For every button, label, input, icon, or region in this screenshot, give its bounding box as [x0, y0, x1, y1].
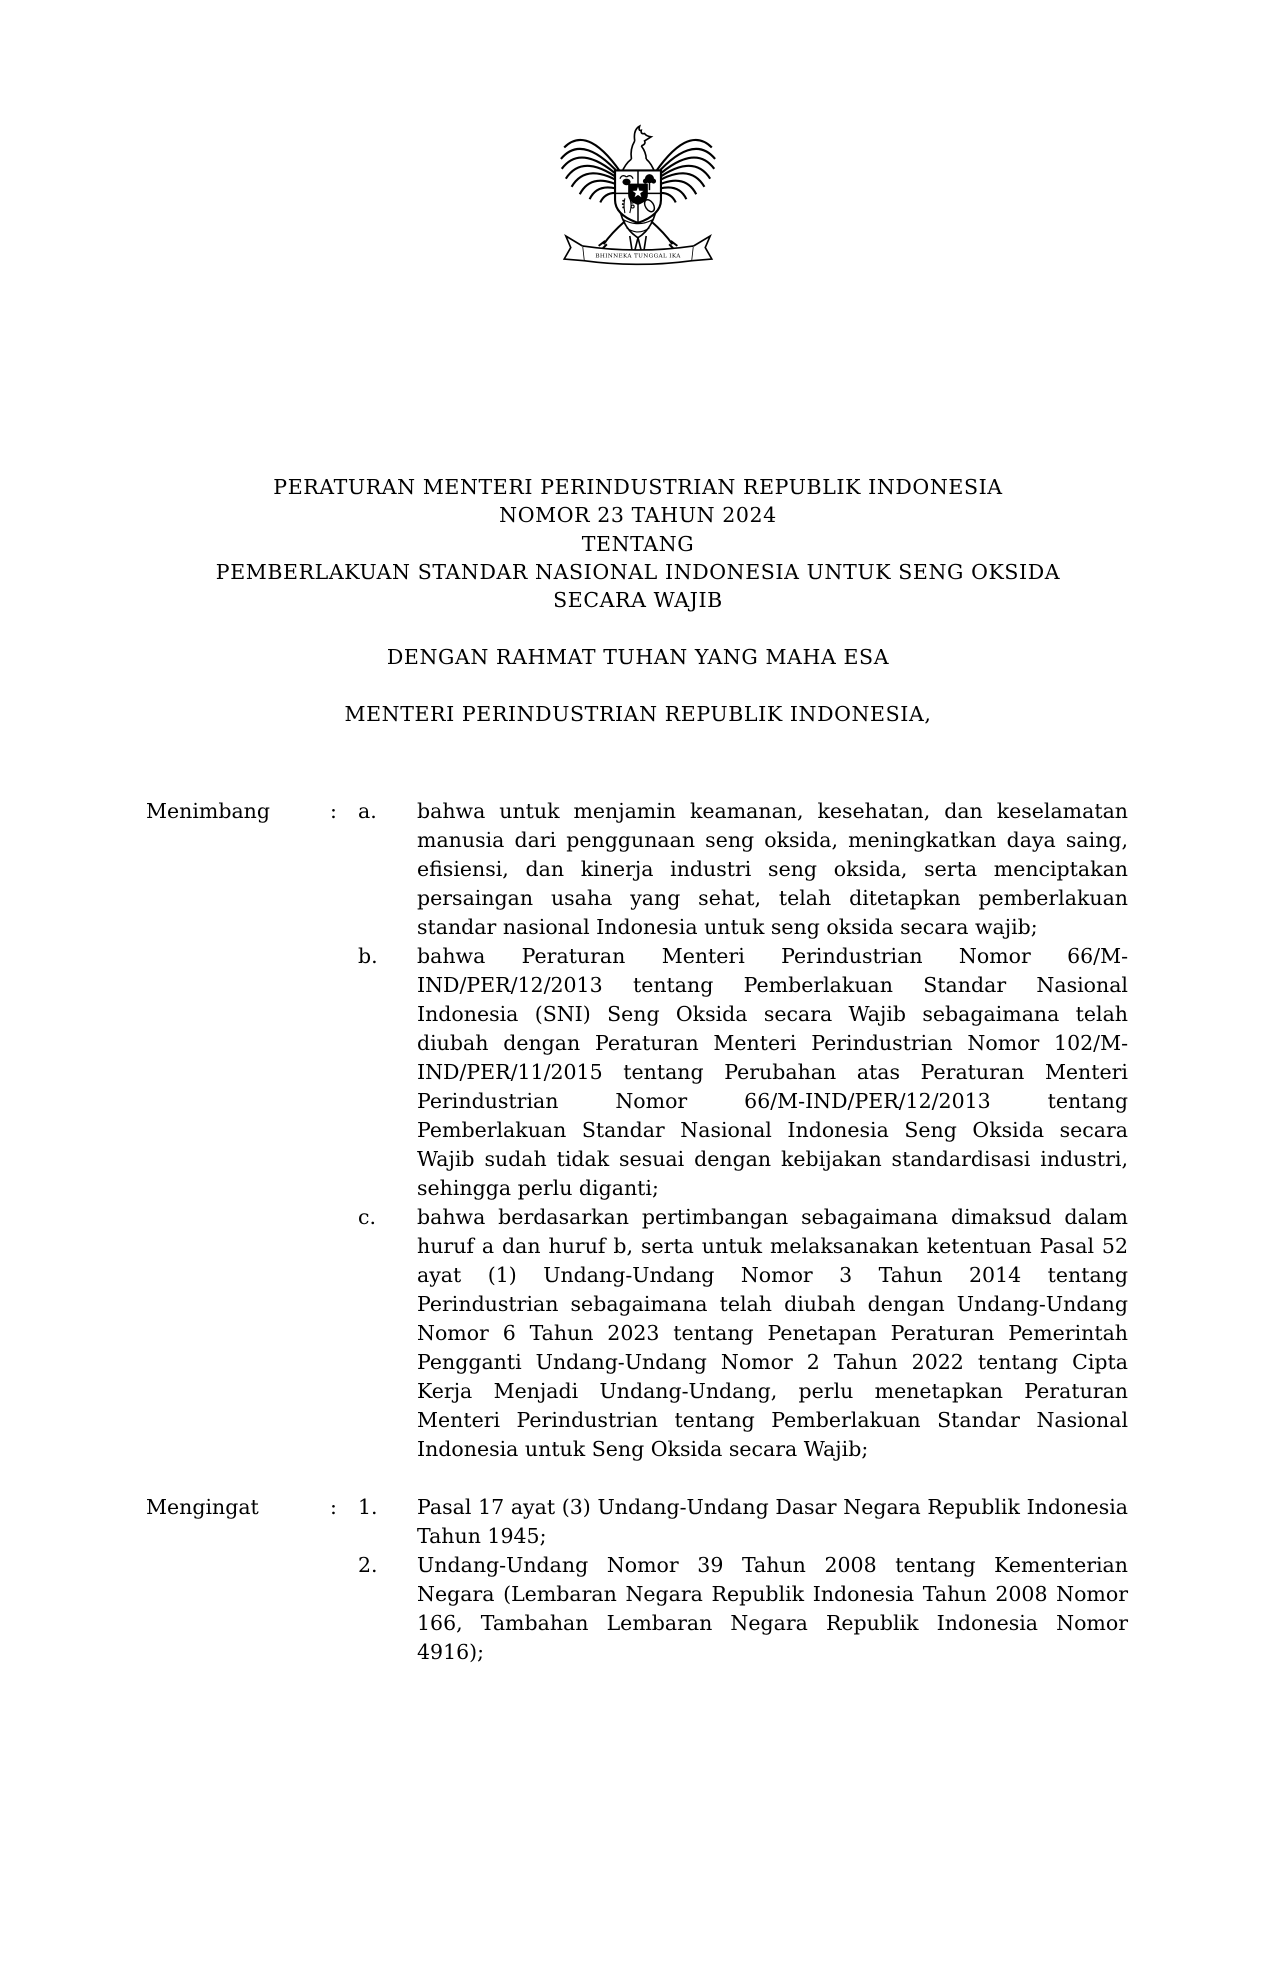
section-label: Mengingat	[146, 1495, 259, 1519]
item-text: bahwa berdasarkan pertimbangan sebagaimana dimaksud dalam huruf a dan huruf b, serta untuk melaksanakan ketentuan Pasal 52 ayat (1) Undang-Undang Nomor 3 Tahun 2014 tentang Perindustrian sebagaimana telah diubah dengan Undang-Undang Nomor 6 Tahun 2023 tentang Penetapan Peraturan Pemerintah Pengganti Undang-Undang Nomor 2 Tahun 2022 tentang Cipta Kerja Menjadi Undang-Undang, perlu menetapkan Peraturan Menteri Perindustrian tentang Pemberlakuan Standar Nasional Indonesia untuk Seng Oksida secara Wajib;	[417, 1205, 1128, 1461]
spacer	[146, 1551, 330, 1667]
title-line-tentang: TENTANG	[581, 531, 695, 556]
preamble	[146, 797, 1128, 1667]
item-marker: c.	[358, 1205, 376, 1229]
spacer	[146, 1203, 330, 1464]
item-marker: b.	[358, 944, 378, 968]
garuda-pancasila-emblem	[556, 112, 720, 274]
authority-line: MENTERI PERINDUSTRIAN REPUBLIK INDONESIA,	[344, 702, 932, 726]
garuda-emblem-graphic	[556, 112, 720, 274]
title-line-regulation: PERATURAN MENTERI PERINDUSTRIAN REPUBLIK INDONESIA	[273, 475, 1003, 499]
title-line-subject2: SECARA WAJIB	[553, 588, 723, 613]
item-text: bahwa Peraturan Menteri Perindustrian Nomor 66/M-IND/PER/12/2013 tentang Pemberlakuan Standar Nasional Indonesia (SNI) Seng Oksida secara Wajib sebagaimana telah diubah dengan Peraturan Menteri Perindustrian Nomor 102/M-IND/PER/11/2015 tentang Perubahan atas Peraturan Menteri Perindustrian Nomor 66/M-IND/PER/12/2013 tentang Pemberlakuan Standar Nasional Indonesia Seng Oksida secara Wajib sudah tidak sesuai dengan kebijakan standardisasi industri, sehingga perlu diganti;	[417, 944, 1128, 1200]
item-text: Pasal 17 ayat (3) Undang-Undang Dasar Negara Republik Indonesia Tahun 1945;	[417, 1495, 1128, 1548]
title-block	[0, 473, 1276, 614]
title-line-subject: PEMBERLAKUAN STANDAR NASIONAL INDONESIA UNTUK SENG OKSIDA	[215, 559, 1061, 584]
item-text: Undang-Undang Nomor 39 Tahun 2008 tentang Kementerian Negara (Lembaran Negara Republik Indonesia Tahun 2008 Nomor 166, Tambahan Lembaran Negara Republik Indonesia Nomor 4916);	[417, 1553, 1128, 1664]
spacer	[146, 942, 330, 1203]
section-separator: :	[330, 1495, 337, 1519]
invocation-line: DENGAN RAHMAT TUHAN YANG MAHA ESA	[386, 645, 890, 669]
item-marker: 1.	[358, 1495, 378, 1519]
spacer	[330, 1551, 358, 1667]
title-line-number: NOMOR 23 TAHUN 2024	[499, 503, 777, 528]
emblem-banner-text: BHINNEKA TUNGGAL IKA	[595, 253, 681, 260]
spacer	[330, 1203, 358, 1464]
item-text: bahwa untuk menjamin keamanan, kesehatan, dan keselamatan manusia dari penggunaan seng oksida, meningkatkan daya saing, efisiensi, dan kinerja industri seng oksida, serta menciptakan persaingan usaha yang sehat, telah ditetapkan pemberlakuan standar nasional Indonesia untuk seng oksida secara wajib;	[417, 799, 1128, 939]
section-separator: :	[330, 799, 337, 823]
item-marker: a.	[358, 799, 377, 823]
spacer	[330, 942, 358, 1203]
section-mengingat	[146, 1493, 1128, 1667]
item-marker: 2.	[358, 1553, 378, 1577]
section-label: Menimbang	[146, 799, 270, 823]
section-menimbang	[146, 797, 1128, 1464]
